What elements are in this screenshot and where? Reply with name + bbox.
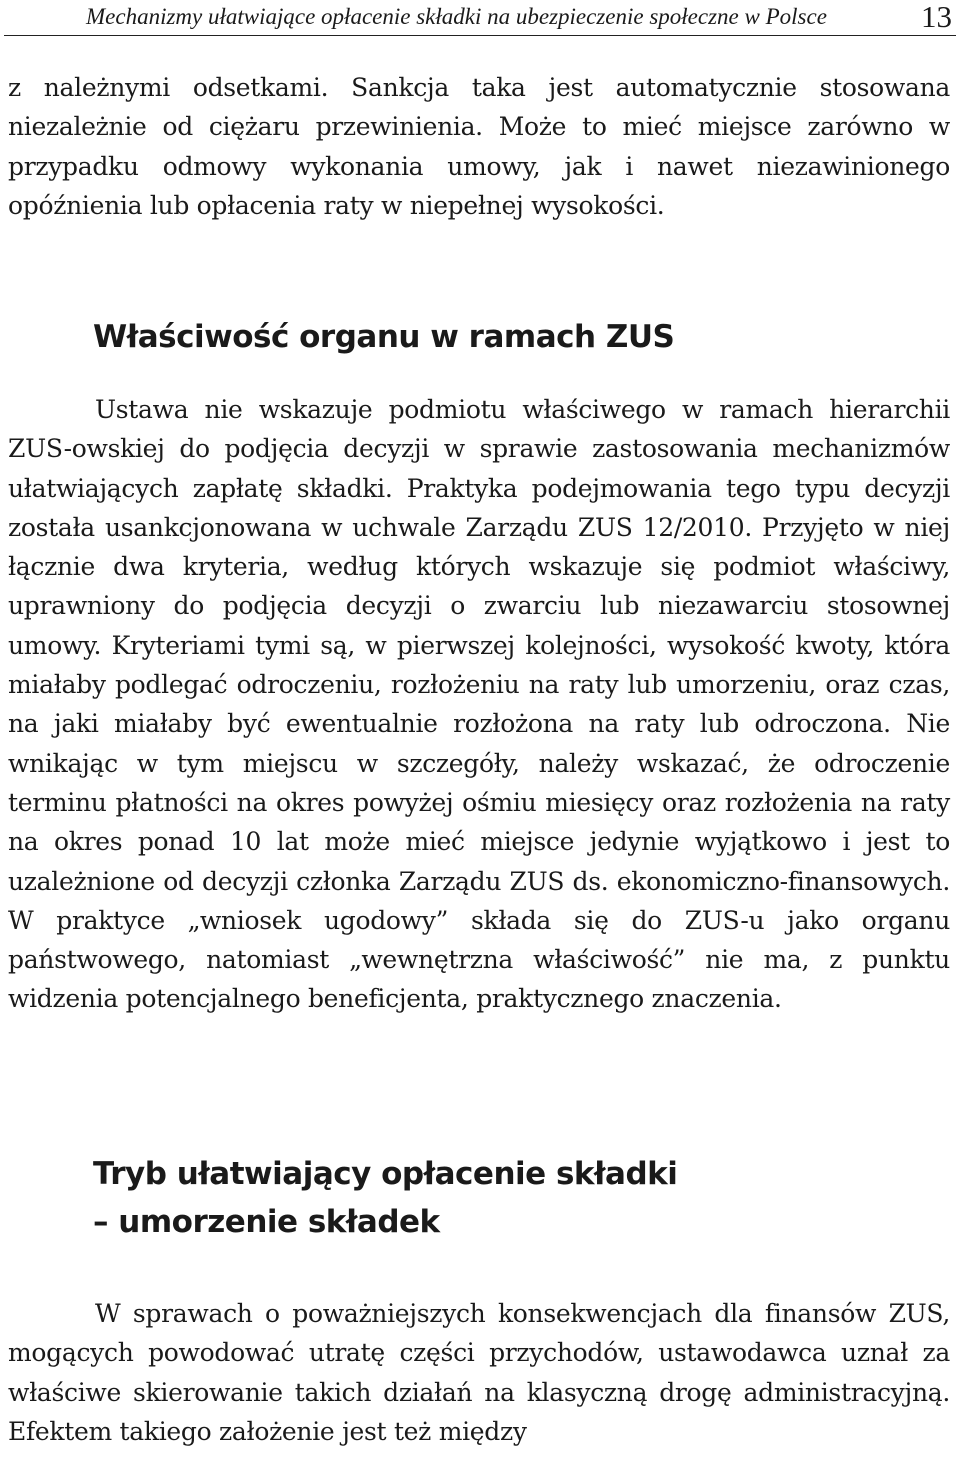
authority-paragraph: Ustawa nie wskazuje podmiotu właściwego w ramach hierarchii ZUS-owskiej do podjęcia decyzji w sprawie zastosowania mechanizmów ułatwiających zapłatę składki. Praktyka podejmowania tego typu decyzji została usankcjonowana w uchwale Zarządu ZUS 12/2010. Przyjęto w niej łącznie dwa kryteria, według których wskazuje się podmiot właściwy, uprawniony do podjęcia decyzji o zwarciu lub niezawarciu stosownej umowy. Kryteriami tymi są, w pierwszej kolejności, wysokość kwoty, która miałaby podlegać odroczeniu, rozłożeniu na raty lub umorzeniu, oraz czas, na jaki miałaby być ewentualnie rozłożona na raty lub odroczona. Nie wnikając w tym miejscu w szczegóły, należy wskazać, że odroczenie terminu płatności na okres powyżej ośmiu miesięcy oraz rozłożenia na raty na okres ponad 10 lat może mieć miejsce jedynie wyjątkowo i jest to uzależnione od decyzji członka Zarządu ZUS ds. ekonomiczno-finansowych. W praktyce „wniosek ugodowy” składa się do ZUS-u jako organu państwowego, natomiast „wewnętrzna właściwość” nie ma, z punktu widzenia potencjalnego beneficjenta, praktycznego znaczenia.	[8, 395, 950, 1014]
header-divider	[4, 35, 956, 36]
section-heading-remission-line-2: – umorzenie składek	[93, 1204, 440, 1240]
section-heading-remission	[8, 1150, 960, 1246]
page-number: 13	[921, 0, 952, 34]
intro-paragraph: z należnymi odsetkami. Sankcja taka jest automatycznie stosowana niezależnie od ciężaru przewinienia. Może to mieć miejsce zarówno w przypadku odmowy wykonania umowy, jak i nawet niezawinionego opóźnienia lub opłacenia raty w niepełnej wysokości.	[8, 73, 950, 220]
running-header-title: Mechanizmy ułatwiające opłacenie składki na ubezpieczenie społeczne w Polsce	[86, 4, 827, 29]
remission-paragraph: W sprawach o poważniejszych konsekwencjach dla finansów ZUS, mogących powodować utratę części przychodów, ustawodawca uznał za właściwe skierowanie takich działań na klasyczną drogę administracyjną. Efektem takiego założenie jest też między	[8, 1299, 950, 1446]
page-header	[0, 0, 960, 36]
section-heading-authority: Właściwość organu w ramach ZUS	[93, 319, 675, 355]
section-heading-remission-line-1: Tryb ułatwiający opłacenie składki	[93, 1156, 678, 1192]
